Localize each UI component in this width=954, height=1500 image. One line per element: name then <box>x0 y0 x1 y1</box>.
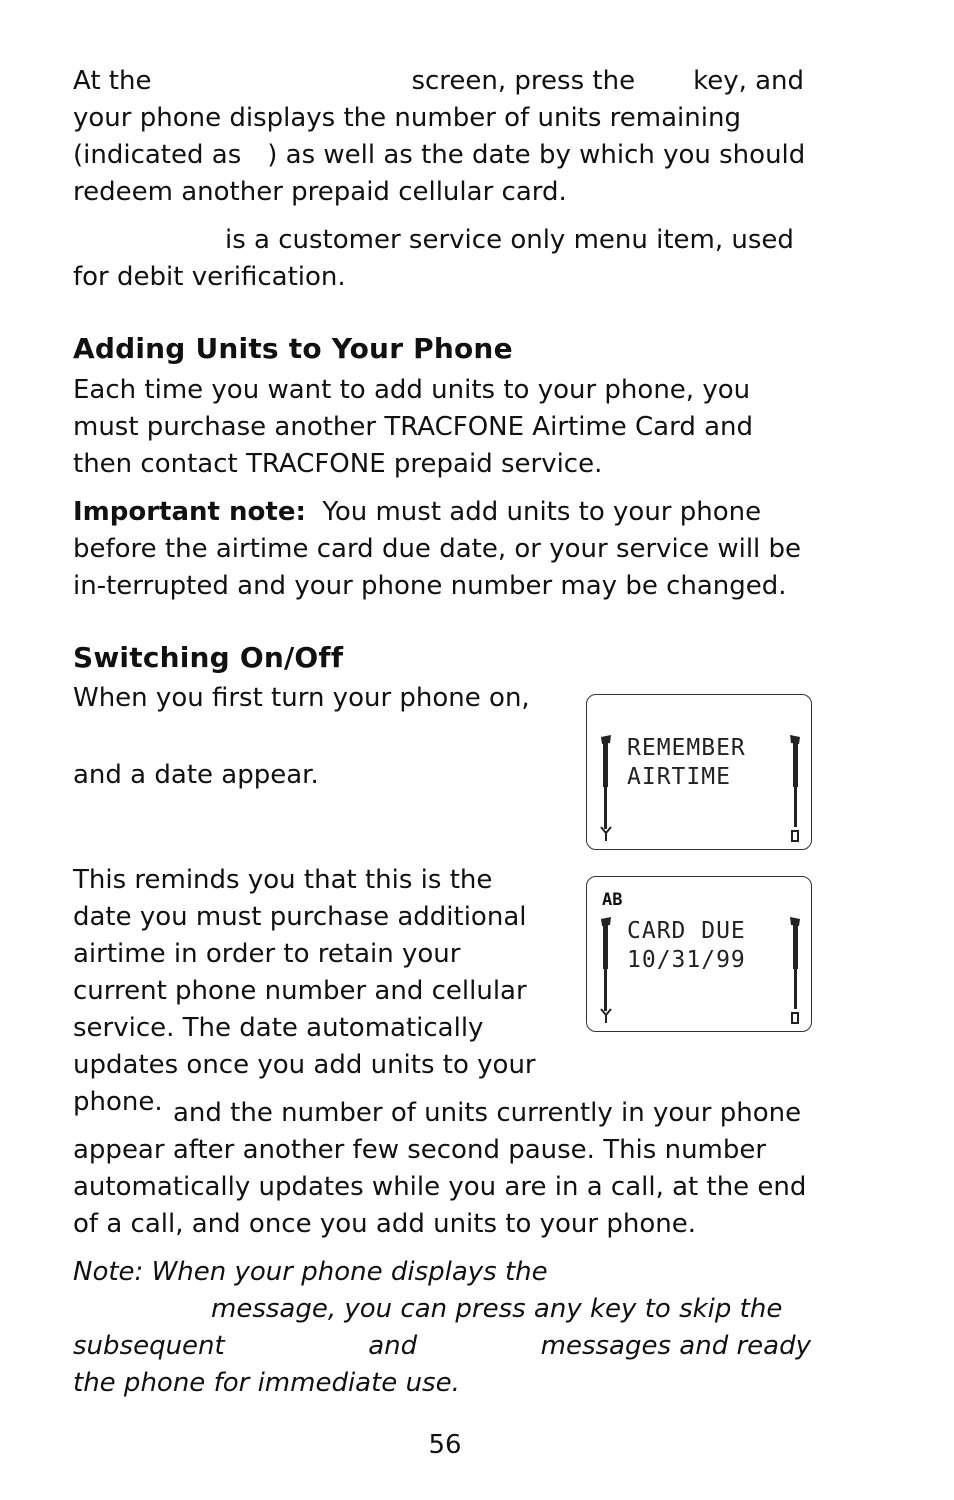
intro-text-2: screen, press the <box>411 66 636 96</box>
display2-line1: CARD DUE <box>627 918 746 944</box>
heading-switching: Switching On/Off <box>73 641 344 674</box>
important-note-text: You must add units to your phone before the airtime card due date, or your service will be in-terrupted and your phone number may be changed. <box>73 497 802 601</box>
display2-line2: 10/31/99 <box>627 947 746 973</box>
skip-note-line-1: Note: When your phone displays the <box>73 1257 548 1287</box>
display1-line2: AIRTIME <box>627 764 731 790</box>
display2-text <box>627 917 746 975</box>
heading-adding-units: Adding Units to Your Phone <box>73 332 513 365</box>
display1-line1: REMEMBER <box>627 735 746 761</box>
intro-paragraph <box>73 63 813 211</box>
adding-units-body: Each time you want to add units to your phone, you must purchase another TRACFONE Airtime Card and then contact TRACFONE prepaid service. <box>73 375 754 479</box>
phone-display-card-due <box>586 876 812 1032</box>
intro-text-3: key, and your phone displays the number of units remaining (indicated as <box>73 66 805 170</box>
switching-intro-1: When you first turn your phone on, <box>73 683 530 713</box>
skip-note-line-2: message, you can press any key to skip the <box>211 1294 783 1324</box>
signal-strength-icon <box>598 917 614 1027</box>
important-note-label: Important note: <box>73 497 306 527</box>
switching-intro-2: and a date appear. <box>73 760 319 790</box>
reminder-paragraph: This reminds you that this is the date you must purchase additional airtime in order to retain your current phone number and cellular service. The date automatically updates once you add units to your phone. <box>73 865 536 1117</box>
important-note <box>73 494 813 605</box>
phone-display-remember-airtime <box>586 694 812 850</box>
display1-text <box>627 734 746 792</box>
ab-indicator: AB <box>602 890 623 910</box>
battery-level-icon <box>787 735 803 845</box>
skip-note-line-4: the phone for immediate use. <box>73 1368 460 1398</box>
intro-text-1: At the <box>73 66 152 96</box>
units-paragraph <box>73 1095 813 1243</box>
intro-text-4: ) as well as the date by which you should redeem another prepaid cellular card. <box>73 140 806 207</box>
signal-strength-icon <box>598 735 614 845</box>
customer-service-paragraph <box>73 222 813 296</box>
units-text: and the number of units currently in your phone appear after another few second pause. This number automatically updates while you are in a call, at the end of a call, and once you add units to your phone. <box>73 1098 807 1239</box>
battery-level-icon <box>787 917 803 1027</box>
page-number: 56 <box>428 1430 462 1460</box>
customer-service-text: is a customer service only menu item, used for debit verification. <box>73 225 794 292</box>
skip-note-line-3: subsequent and messages and ready <box>73 1331 811 1361</box>
skip-note <box>73 1254 813 1402</box>
